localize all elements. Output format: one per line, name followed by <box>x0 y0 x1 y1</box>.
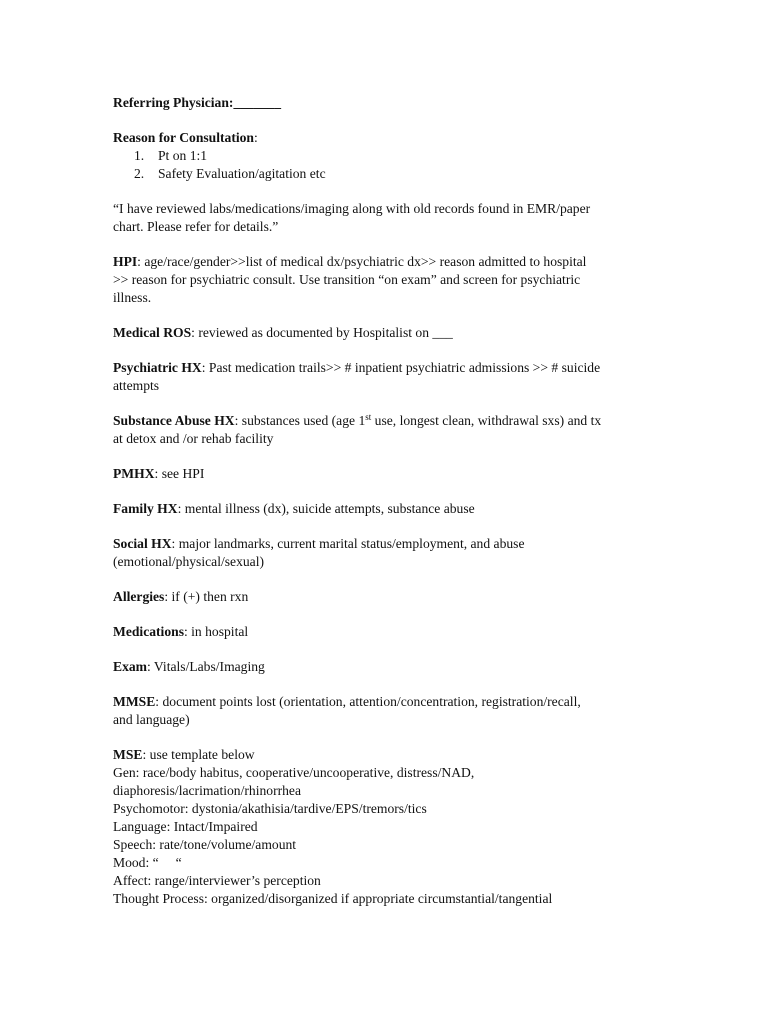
medical-ros-blank: ___ <box>432 325 453 340</box>
psychiatric-hx-label: Psychiatric HX <box>113 360 202 375</box>
review-statement-line-2: chart. Please refer for details.” <box>113 219 279 234</box>
pmhx-label: PMHX <box>113 466 155 481</box>
mse-text: : use template below <box>142 747 255 762</box>
hpi-line-2: >> reason for psychiatric consult. Use transition “on exam” and screen for psychiatric <box>113 272 581 287</box>
pmhx-text: : see HPI <box>154 466 205 481</box>
reason-list <box>113 147 673 183</box>
consult-template-document <box>113 94 673 925</box>
review-statement-line-1: “I have reviewed labs/medications/imaging along with old records found in EMR/paper <box>113 201 591 216</box>
list-item <box>113 147 673 165</box>
mse-line: diaphoresis/lacrimation/rhinorrhea <box>113 783 301 798</box>
mse-line: Thought Process: organized/disorganized if appropriate circumstantial/tangential <box>113 891 553 906</box>
social-hx-line-1: : major landmarks, current marital status/employment, and abuse <box>171 536 525 551</box>
ordinal-superscript: st <box>365 412 372 422</box>
mse-line: Language: Intact/Impaired <box>113 819 258 834</box>
referring-physician-section <box>113 94 673 112</box>
mse-line: Gen: race/body habitus, cooperative/uncooperative, distress/NAD, <box>113 765 475 780</box>
list-item-number: 2. <box>134 166 145 181</box>
allergies-section <box>113 588 673 606</box>
mmse-line-2: and language) <box>113 712 190 727</box>
substance-abuse-text-a: : substances used (age 1 <box>234 413 366 428</box>
exam-label: Exam <box>113 659 147 674</box>
social-hx-line-2: (emotional/physical/sexual) <box>113 554 264 569</box>
social-hx-label: Social HX <box>113 536 172 551</box>
pmhx-section <box>113 465 673 483</box>
mmse-line-1: : document points lost (orientation, attention/concentration, registration/recall, <box>155 694 581 709</box>
mse-section <box>113 746 673 908</box>
mse-line: Speech: rate/tone/volume/amount <box>113 837 297 852</box>
medications-section <box>113 623 673 641</box>
hpi-line-3: illness. <box>113 290 152 305</box>
exam-text: : Vitals/Labs/Imaging <box>146 659 265 674</box>
medical-ros-label: Medical ROS <box>113 325 192 340</box>
medical-ros-section <box>113 324 673 342</box>
reason-for-consultation-label: Reason for Consultation <box>113 130 254 145</box>
mmse-label: MMSE <box>113 694 156 709</box>
list-item <box>113 165 673 183</box>
medications-label: Medications <box>113 624 184 639</box>
family-hx-text: : mental illness (dx), suicide attempts, substance abuse <box>177 501 475 516</box>
referring-physician-blank: _______ <box>233 95 282 110</box>
reason-colon: : <box>254 130 258 145</box>
psychiatric-hx-line-2: attempts <box>113 378 160 393</box>
social-hx-section <box>113 535 673 571</box>
hpi-line-1: : age/race/gender>>list of medical dx/psychiatric dx>> reason admitted to hospital <box>137 254 587 269</box>
medical-ros-text: : reviewed as documented by Hospitalist on <box>191 325 430 340</box>
substance-abuse-text-b: use, longest clean, withdrawal sxs) and tx <box>371 413 602 428</box>
mmse-section <box>113 693 673 729</box>
referring-physician-label: Referring Physician: <box>113 95 234 110</box>
mse-line: Psychomotor: dystonia/akathisia/tardive/EPS/tremors/tics <box>113 801 427 816</box>
mse-label: MSE <box>113 747 143 762</box>
mse-line: Mood: “ “ <box>113 855 182 870</box>
mse-line: Affect: range/interviewer’s perception <box>113 873 321 888</box>
psychiatric-hx-section <box>113 359 673 395</box>
allergies-text: : if (+) then rxn <box>164 589 249 604</box>
list-item-text: Pt on 1:1 <box>158 148 208 163</box>
hpi-label: HPI <box>113 254 138 269</box>
list-item-number: 1. <box>134 148 145 163</box>
medications-text: : in hospital <box>183 624 249 639</box>
review-statement <box>113 200 673 236</box>
substance-abuse-hx-label: Substance Abuse HX <box>113 413 235 428</box>
list-item-text: Safety Evaluation/agitation etc <box>158 166 326 181</box>
family-hx-label: Family HX <box>113 501 178 516</box>
reason-for-consultation-section <box>113 129 673 183</box>
family-hx-section <box>113 500 673 518</box>
exam-section <box>113 658 673 676</box>
substance-abuse-line-2: at detox and /or rehab facility <box>113 431 274 446</box>
substance-abuse-hx-section <box>113 412 673 448</box>
hpi-section <box>113 253 673 307</box>
allergies-label: Allergies <box>113 589 165 604</box>
psychiatric-hx-line-1: : Past medication trails>> # inpatient psychiatric admissions >> # suicide <box>201 360 601 375</box>
